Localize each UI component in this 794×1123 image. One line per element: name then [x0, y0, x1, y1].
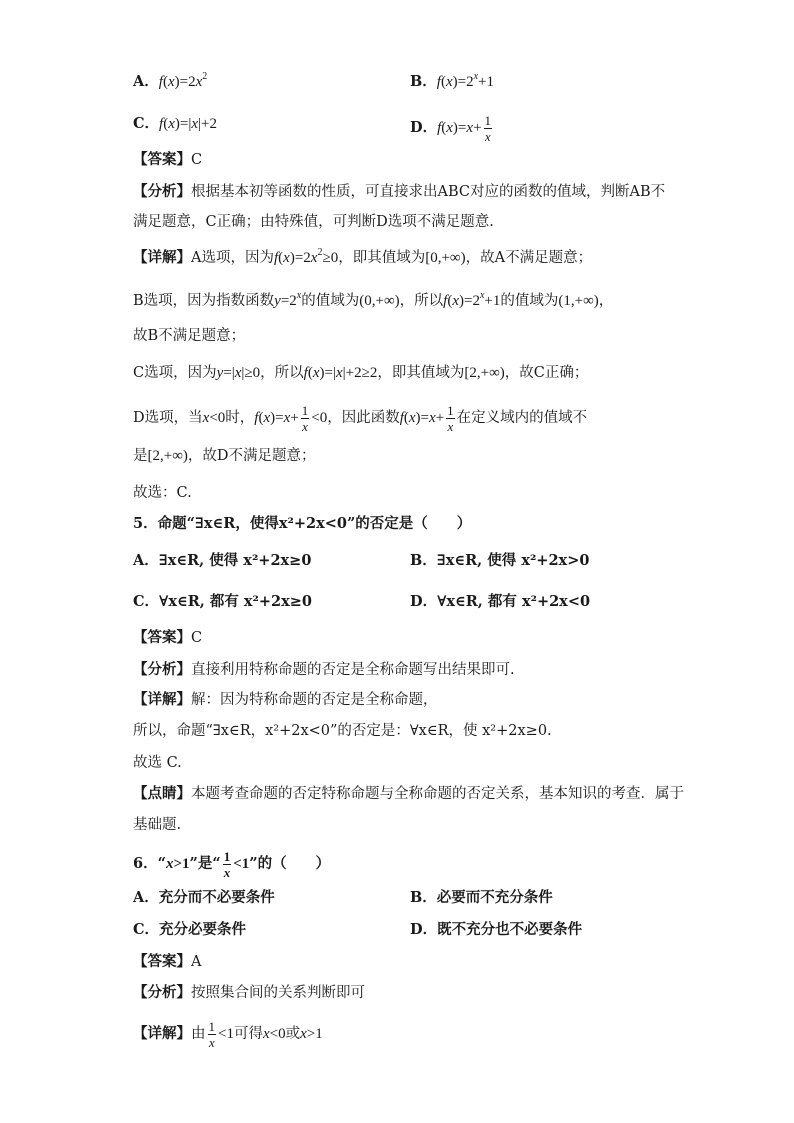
q4-detail-c: C选项，因为y=|x|≥0，所以f(x)=|x|+2≥2，即其值域为[2,+∞)，故C正确； — [133, 365, 589, 381]
q4-option-c-math: f(x)=|x|+2 — [159, 116, 217, 132]
q4-conclusion: 故选：C. — [133, 485, 192, 501]
q5-comment-1: 【点睛】本题考查命题的否定特称命题与全称命题的否定关系，基本知识的考查．属于 — [133, 785, 684, 802]
q5-answer: 【答案】C — [133, 629, 203, 646]
q4-option-a: A．$f(x)=2x^2$ — [133, 71, 208, 90]
q6-analysis: 【分析】按照集合间的关系判断即可 — [133, 984, 365, 1001]
q4-option-b: B．$f(x)=2^x+1$ — [410, 71, 494, 90]
q6-option-d: D．既不充分也不必要条件 — [410, 921, 583, 938]
q4-option-c: C．f(x)=|x|+2 — [133, 115, 217, 132]
q5-analysis: 【分析】直接利用特称命题的否定是全称命题写出结果即可. — [133, 661, 515, 678]
q4-analysis-2: 满足题意，C正确；由特殊值，可判断D选项不满足题意. — [133, 214, 494, 230]
q4-option-d: D．f(x)=x+ $\frac{1}{x}$ — [410, 114, 494, 143]
q4-answer: 【答案】C — [133, 151, 203, 168]
q6-option-c: C．充分必要条件 — [133, 921, 247, 938]
q4-option-b-math: $f(x)=2^x+1$ — [436, 71, 494, 90]
q5-option-a: A．∃x∈R, 使得 x²+2x≥0 — [133, 552, 312, 569]
q4-detail-d: D选项，当x<0时，f(x)=x+ $\frac{1}{x}$ <0，因此函数f(x)=x+ $\frac{1}{x}$ 在定义域内的值域不 — [133, 403, 588, 434]
q5-detail-2: 所以，命题“∃x∈R，x²+2x<0”的否定是：∀x∈R，使 x²+2x≥0. — [133, 723, 552, 739]
q4-detail-a: 【详解】A选项，因为$f(x)=2x^2\ge 0$，即其值域为[0,+∞)，故A不满足题意； — [133, 247, 593, 266]
q5-detail-1: 【详解】解：因为特称命题的否定是全称命题， — [133, 691, 438, 708]
q6-answer: 【答案】A — [133, 953, 202, 970]
q5-conclusion: 故选 C. — [133, 755, 182, 771]
q6-detail: 【详解】由 $\frac{1}{x}$ <1可得x<0或x>1 — [133, 1019, 323, 1050]
q4-analysis-1: 【分析】根据基本初等函数的性质，可直接求出ABC对应的函数的值域，判断AB不 — [133, 183, 666, 200]
q5-stem: 5．命题“∃x∈R，使得x²+2x<0”的否定是（ ） — [133, 515, 472, 532]
q4-option-d-math: f(x)=x+ $\frac{1}{x}$ — [437, 113, 492, 144]
q4-detail-b: B选项，因为指数函数$y=2^x$的值域为(0,+∞)，所以$f(x)=2^x+1$的值域为(1,+∞)， — [133, 290, 614, 309]
q6-stem: 6．“x>1”是“ $\frac{1}{x}$ <1”的（ ） — [133, 849, 331, 880]
q6-option-b: B．必要而不充分条件 — [410, 889, 553, 906]
q4-detail-b-end: 故B不满足题意； — [133, 328, 246, 344]
q5-comment-2: 基础题. — [133, 817, 182, 833]
q4-detail-d-end: 是[2,+∞)，故D不满足题意； — [133, 448, 316, 464]
q5-option-c: C．∀x∈R, 都有 x²+2x≥0 — [133, 593, 313, 610]
q4-option-a-math: $f(x)=2x^2$ — [158, 71, 208, 90]
q6-option-a: A．充分而不必要条件 — [133, 889, 275, 906]
q5-option-b: B．∃x∈R, 使得 x²+2x>0 — [410, 552, 590, 569]
q5-option-d: D．∀x∈R, 都有 x²+2x<0 — [410, 593, 591, 610]
